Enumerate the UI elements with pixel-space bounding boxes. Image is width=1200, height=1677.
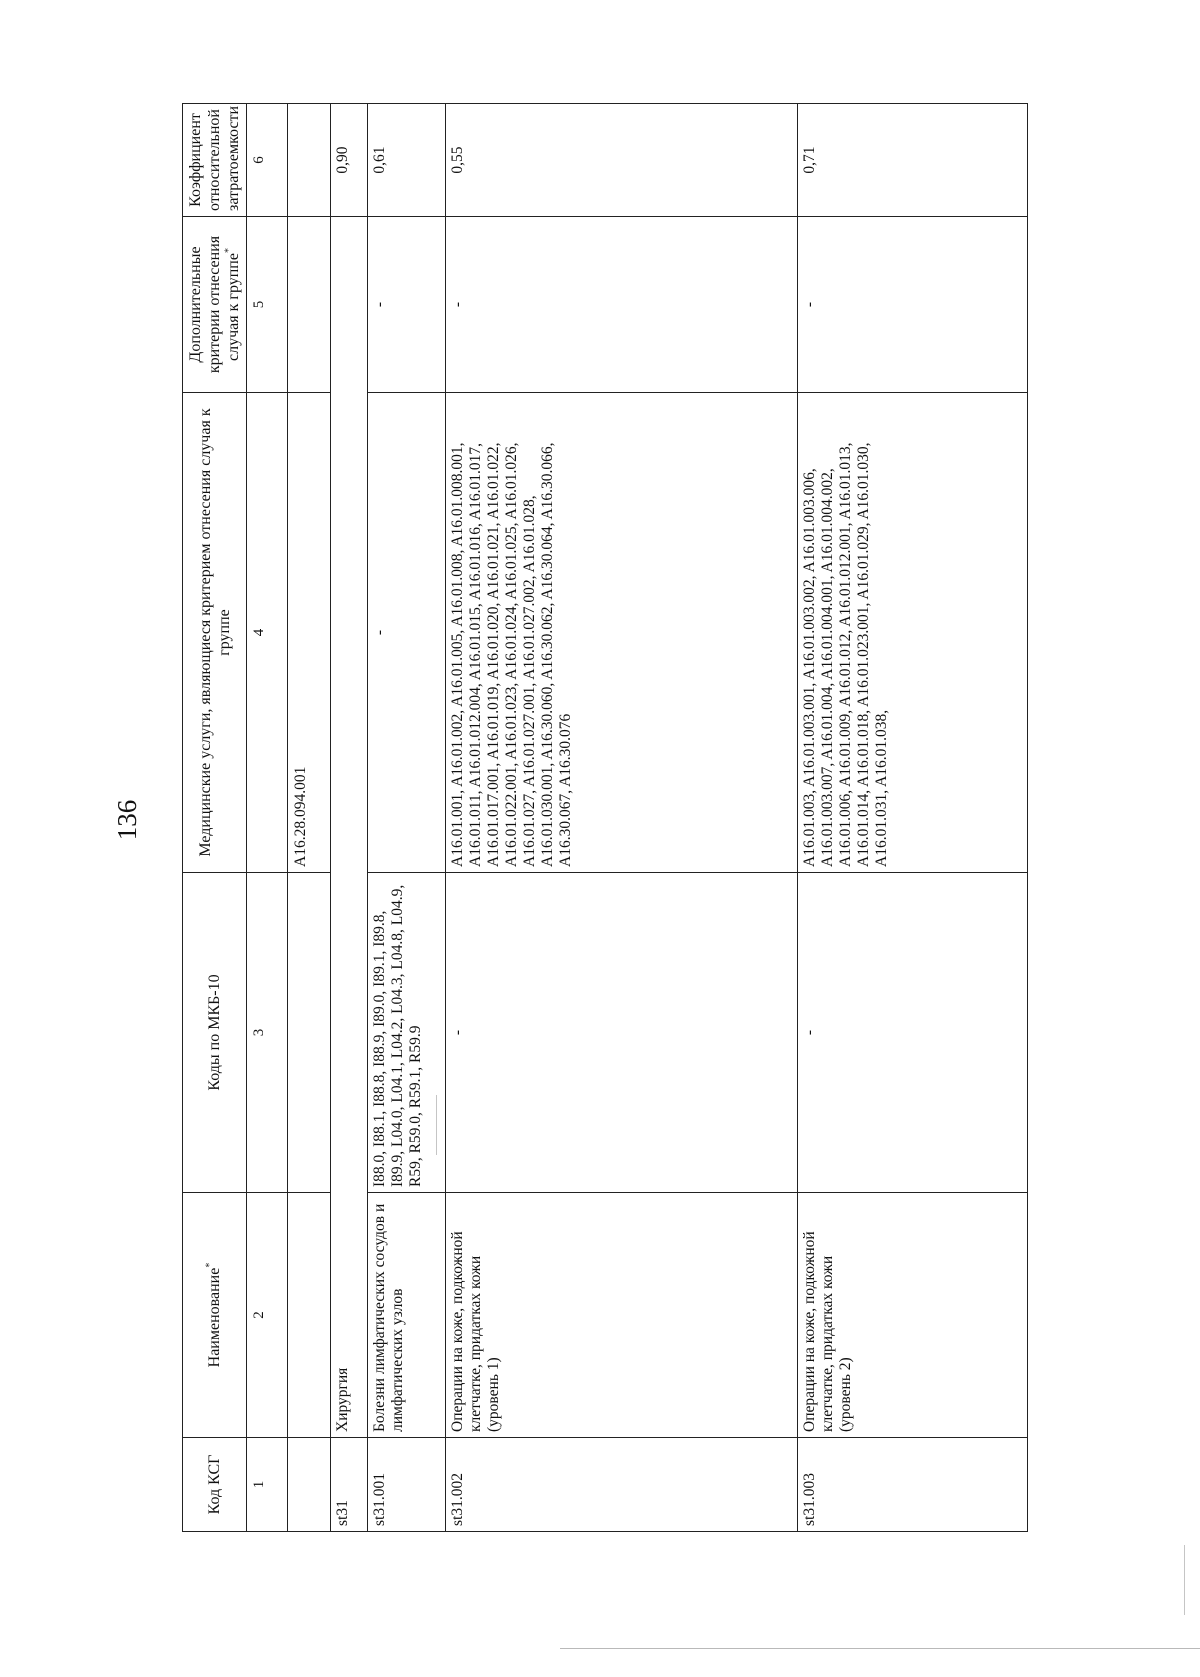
table-row <box>368 104 446 1532</box>
column-number: 6 <box>247 104 288 217</box>
section-name: Хирургия <box>331 217 368 1438</box>
header-code: Код КСГ <box>183 1438 247 1532</box>
ksg-name: Болезни лимфатических сосудов и лимфатических узлов <box>368 1193 446 1438</box>
column-number: 2 <box>247 1193 288 1438</box>
column-number: 4 <box>247 393 288 873</box>
column-number: 5 <box>247 217 288 393</box>
section-code: st31 <box>331 1438 368 1532</box>
ksg-name: Операции на коже, подкожной клетчатке, придатках кожи (уровень 1) <box>446 1193 798 1438</box>
column-number: 3 <box>247 873 288 1193</box>
section-row <box>331 104 368 1532</box>
header-name: Наименование* <box>183 1193 247 1438</box>
icd-codes: - <box>446 873 798 1193</box>
table-row <box>446 104 798 1532</box>
ksg-code: st31.002 <box>446 1438 798 1532</box>
coef-cell: 0,55 <box>446 104 798 217</box>
coef-cell: 0,61 <box>368 104 446 217</box>
criteria-cell: - <box>368 217 446 393</box>
footnote-mark: * <box>223 248 235 254</box>
column-number-row <box>247 104 288 1532</box>
header-coef: Коэффициент относительной затратоемкости <box>183 104 247 217</box>
continuation-row <box>288 104 331 1532</box>
coef-cell: 0,71 <box>798 104 1028 217</box>
table-row <box>798 104 1028 1532</box>
header-row <box>183 104 247 1532</box>
continuation-services: A16.28.094.001 <box>288 393 331 873</box>
ksg-code: st31.001 <box>368 1438 446 1532</box>
ksg-table <box>182 103 1028 1532</box>
services-cell: A16.01.003, A16.01.003.001, A16.01.003.002, A16.01.003.006, A16.01.003.007, A16.01.004, A16.01.004.001, A16.01.004.002, A16.01.006, A16.01.009, A16.01.012, A16.01.012.001, A16.01.013, A16.01.014, A16.01.018, A16.01.023.001, A16.01.029, A16.01.030, A16.01.031, A16.01.038, <box>798 393 1028 873</box>
header-icd: Коды по МКБ-10 <box>183 873 247 1193</box>
scan-artifact <box>1184 1545 1185 1615</box>
scan-artifact <box>560 1648 1200 1649</box>
page-number: 136 <box>112 799 142 841</box>
footnote-mark: * <box>204 1262 216 1268</box>
column-number: 1 <box>247 1438 288 1532</box>
criteria-cell: - <box>446 217 798 393</box>
header-criteria: Дополнительные критерии отнесения случая к группе* <box>183 217 247 393</box>
services-cell: A16.01.001, A16.01.002, A16.01.005, A16.01.008, A16.01.008.001, A16.01.011, A16.01.012.004, A16.01.015, A16.01.016, A16.01.017, A16.01.017.001, A16.01.019, A16.01.020, A16.01.021, A16.01.022, A16.01.022.001, A16.01.023, A16.01.024, A16.01.025, A16.01.026, A16.01.027, A16.01.027.001, A16.01.027.002, A16.01.028, A16.01.030.001, A16.30.060, A16.30.062, A16.30.064, A16.30.066, A16.30.067, A16.30.076 <box>446 393 798 873</box>
table-wrapper <box>182 104 1056 1532</box>
section-coef: 0,90 <box>331 104 368 217</box>
services-cell: - <box>368 393 446 873</box>
scan-artifact <box>436 1095 437 1155</box>
ksg-code: st31.003 <box>798 1438 1028 1532</box>
icd-codes: - <box>798 873 1028 1193</box>
icd-codes: I88.0, I88.1, I88.8, I88.9, I89.0, I89.1, I89.8, I89.9, L04.0, L04.1, L04.2, L04.3, L04.8, L04.9, R59, R59.0, R59.1, R59.9 <box>368 873 446 1193</box>
criteria-cell: - <box>798 217 1028 393</box>
header-services: Медицинские услуги, являющиеся критерием отнесения случая к группе <box>183 393 247 873</box>
ksg-name: Операции на коже, подкожной клетчатке, придатках кожи (уровень 2) <box>798 1193 1028 1438</box>
